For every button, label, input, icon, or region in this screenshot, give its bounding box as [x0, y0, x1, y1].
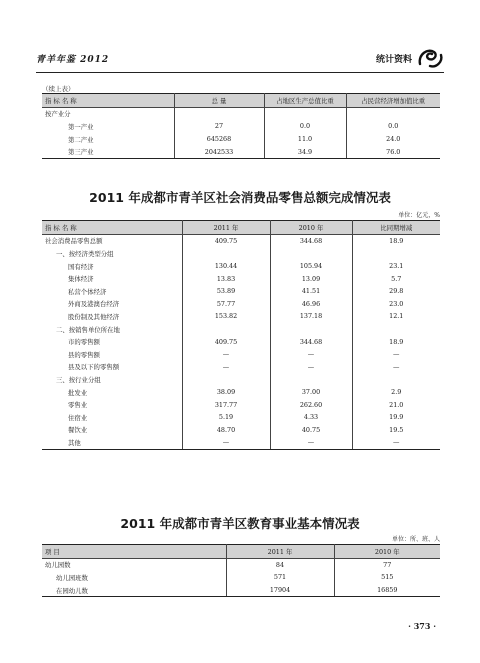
- table-header-row: [42, 221, 440, 235]
- column-header: 指 标 名 称: [42, 94, 174, 108]
- continued-note: （续上表）: [42, 85, 75, 93]
- value-cell: 23.0: [352, 298, 440, 311]
- value-cell: 46.96: [270, 298, 352, 311]
- row-label: 住宿业: [42, 411, 182, 424]
- row-label: 县及以下的零售额: [42, 361, 182, 374]
- page-header: [36, 52, 444, 72]
- row-label: 三、按行业分组: [42, 373, 182, 386]
- value-cell: 37.00: [270, 386, 352, 399]
- value-cell: [270, 247, 352, 260]
- row-label: 外商及港澳台经济: [42, 298, 182, 311]
- table-row: [42, 373, 440, 386]
- value-cell: —: [352, 348, 440, 361]
- education-table: [42, 544, 440, 597]
- table-row: [42, 411, 440, 424]
- table-row: [42, 247, 440, 260]
- value-cell: [352, 247, 440, 260]
- retail-sales-table: [42, 220, 440, 450]
- table-row: [42, 107, 440, 120]
- education-table-unit: 单位：所、班、人: [391, 536, 440, 543]
- row-label: 市的零售额: [42, 335, 182, 348]
- table-header-row: [42, 94, 440, 108]
- column-header: 比同期增减: [352, 221, 440, 235]
- row-label: 在园幼儿数: [42, 584, 226, 597]
- row-label: 一、按经济类型分组: [42, 247, 182, 260]
- value-cell: [182, 323, 270, 336]
- education-table-title: 2011 年成都市青羊区教育事业基本情况表: [120, 516, 360, 531]
- value-cell: 2.9: [352, 386, 440, 399]
- table-row: [42, 272, 440, 285]
- table-row: [42, 285, 440, 298]
- value-cell: 27: [174, 120, 264, 133]
- row-label: 零售业: [42, 398, 182, 411]
- table-row: [42, 398, 440, 411]
- value-cell: 0.0: [264, 120, 346, 133]
- value-cell: 344.68: [270, 234, 352, 247]
- value-cell: 29.8: [352, 285, 440, 298]
- table-row: [42, 584, 440, 597]
- value-cell: 153.82: [182, 310, 270, 323]
- header-rule: [36, 72, 444, 73]
- column-header: 指 标 名 称: [42, 221, 182, 235]
- value-cell: 19.9: [352, 411, 440, 424]
- value-cell: —: [270, 436, 352, 449]
- column-header: 2011 年: [226, 545, 334, 559]
- value-cell: 18.9: [352, 234, 440, 247]
- row-label: 国有经济: [42, 260, 182, 273]
- value-cell: 137.18: [270, 310, 352, 323]
- table-row: [42, 298, 440, 311]
- value-cell: [182, 247, 270, 260]
- value-cell: 77: [334, 558, 440, 571]
- table-row: [42, 558, 440, 571]
- value-cell: —: [270, 361, 352, 374]
- section-title: 统计资料: [375, 55, 412, 65]
- row-label: 餐饮业: [42, 424, 182, 437]
- column-header: 2010 年: [270, 221, 352, 235]
- table-row: [42, 571, 440, 584]
- value-cell: 48.70: [182, 424, 270, 437]
- row-label: 县的零售额: [42, 348, 182, 361]
- row-label: 第三产业: [42, 145, 174, 158]
- table-row: [42, 120, 440, 133]
- row-label: 社会消费品零售总额: [42, 234, 182, 247]
- value-cell: 5.7: [352, 272, 440, 285]
- value-cell: —: [182, 348, 270, 361]
- column-header: 占民营经济增加值比重: [346, 94, 440, 108]
- value-cell: —: [182, 361, 270, 374]
- value-cell: —: [270, 348, 352, 361]
- value-cell: 13.83: [182, 272, 270, 285]
- table-row: [42, 424, 440, 437]
- value-cell: 262.60: [270, 398, 352, 411]
- value-cell: —: [352, 436, 440, 449]
- table-row: [42, 234, 440, 247]
- table-row: [42, 386, 440, 399]
- row-label: 其他: [42, 436, 182, 449]
- value-cell: 0.0: [346, 120, 440, 133]
- column-header: 2011 年: [182, 221, 270, 235]
- row-label: 第二产业: [42, 133, 174, 146]
- value-cell: [270, 323, 352, 336]
- value-cell: 645268: [174, 133, 264, 146]
- retail-table-title: 2011 年成都市青羊区社会消费品零售总额完成情况表: [89, 190, 391, 205]
- column-header: 总 量: [174, 94, 264, 108]
- value-cell: [264, 107, 346, 120]
- value-cell: [352, 373, 440, 386]
- value-cell: 409.75: [182, 335, 270, 348]
- table-header-row: [42, 545, 440, 559]
- retail-table-unit: 单位：亿元，%: [398, 212, 440, 219]
- value-cell: 34.9: [264, 145, 346, 158]
- table-row: [42, 133, 440, 146]
- table-row: [42, 310, 440, 323]
- value-cell: 84: [226, 558, 334, 571]
- value-cell: 57.77: [182, 298, 270, 311]
- row-label: 按产业分: [42, 107, 174, 120]
- value-cell: 13.09: [270, 272, 352, 285]
- value-cell: —: [182, 436, 270, 449]
- value-cell: —: [352, 361, 440, 374]
- value-cell: [270, 373, 352, 386]
- industry-table: [42, 93, 440, 159]
- value-cell: 2042533: [174, 145, 264, 158]
- value-cell: [174, 107, 264, 120]
- value-cell: 11.0: [264, 133, 346, 146]
- table-row: [42, 323, 440, 336]
- column-header: 占地区生产总值比重: [264, 94, 346, 108]
- value-cell: 317.77: [182, 398, 270, 411]
- value-cell: 23.1: [352, 260, 440, 273]
- row-label: 第一产业: [42, 120, 174, 133]
- value-cell: 105.94: [270, 260, 352, 273]
- value-cell: [182, 373, 270, 386]
- value-cell: 344.68: [270, 335, 352, 348]
- row-label: 二、按销售单位所在地: [42, 323, 182, 336]
- row-label: 私营个体经济: [42, 285, 182, 298]
- swirl-logo-icon: [416, 44, 444, 70]
- page-number: · 373 ·: [408, 621, 436, 631]
- row-label: 幼儿园数: [42, 558, 226, 571]
- value-cell: 19.5: [352, 424, 440, 437]
- value-cell: 76.0: [346, 145, 440, 158]
- column-header: 项 目: [42, 545, 226, 559]
- yearbook-title: 青羊年鉴 2012: [36, 55, 110, 65]
- value-cell: 130.44: [182, 260, 270, 273]
- value-cell: 515: [334, 571, 440, 584]
- value-cell: 21.0: [352, 398, 440, 411]
- value-cell: [346, 107, 440, 120]
- table-row: [42, 436, 440, 449]
- value-cell: 16859: [334, 584, 440, 597]
- table-row: [42, 145, 440, 158]
- value-cell: 24.0: [346, 133, 440, 146]
- value-cell: 53.89: [182, 285, 270, 298]
- value-cell: 41.51: [270, 285, 352, 298]
- row-label: 股份制及其他经济: [42, 310, 182, 323]
- table-row: [42, 361, 440, 374]
- value-cell: 38.09: [182, 386, 270, 399]
- value-cell: 5.19: [182, 411, 270, 424]
- value-cell: 409.75: [182, 234, 270, 247]
- table-row: [42, 260, 440, 273]
- column-header: 2010 年: [334, 545, 440, 559]
- value-cell: 40.75: [270, 424, 352, 437]
- value-cell: 17904: [226, 584, 334, 597]
- value-cell: 18.9: [352, 335, 440, 348]
- value-cell: 571: [226, 571, 334, 584]
- row-label: 集体经济: [42, 272, 182, 285]
- value-cell: 4.33: [270, 411, 352, 424]
- row-label: 幼儿园班数: [42, 571, 226, 584]
- row-label: 批发业: [42, 386, 182, 399]
- value-cell: 12.1: [352, 310, 440, 323]
- value-cell: [352, 323, 440, 336]
- table-row: [42, 348, 440, 361]
- table-row: [42, 335, 440, 348]
